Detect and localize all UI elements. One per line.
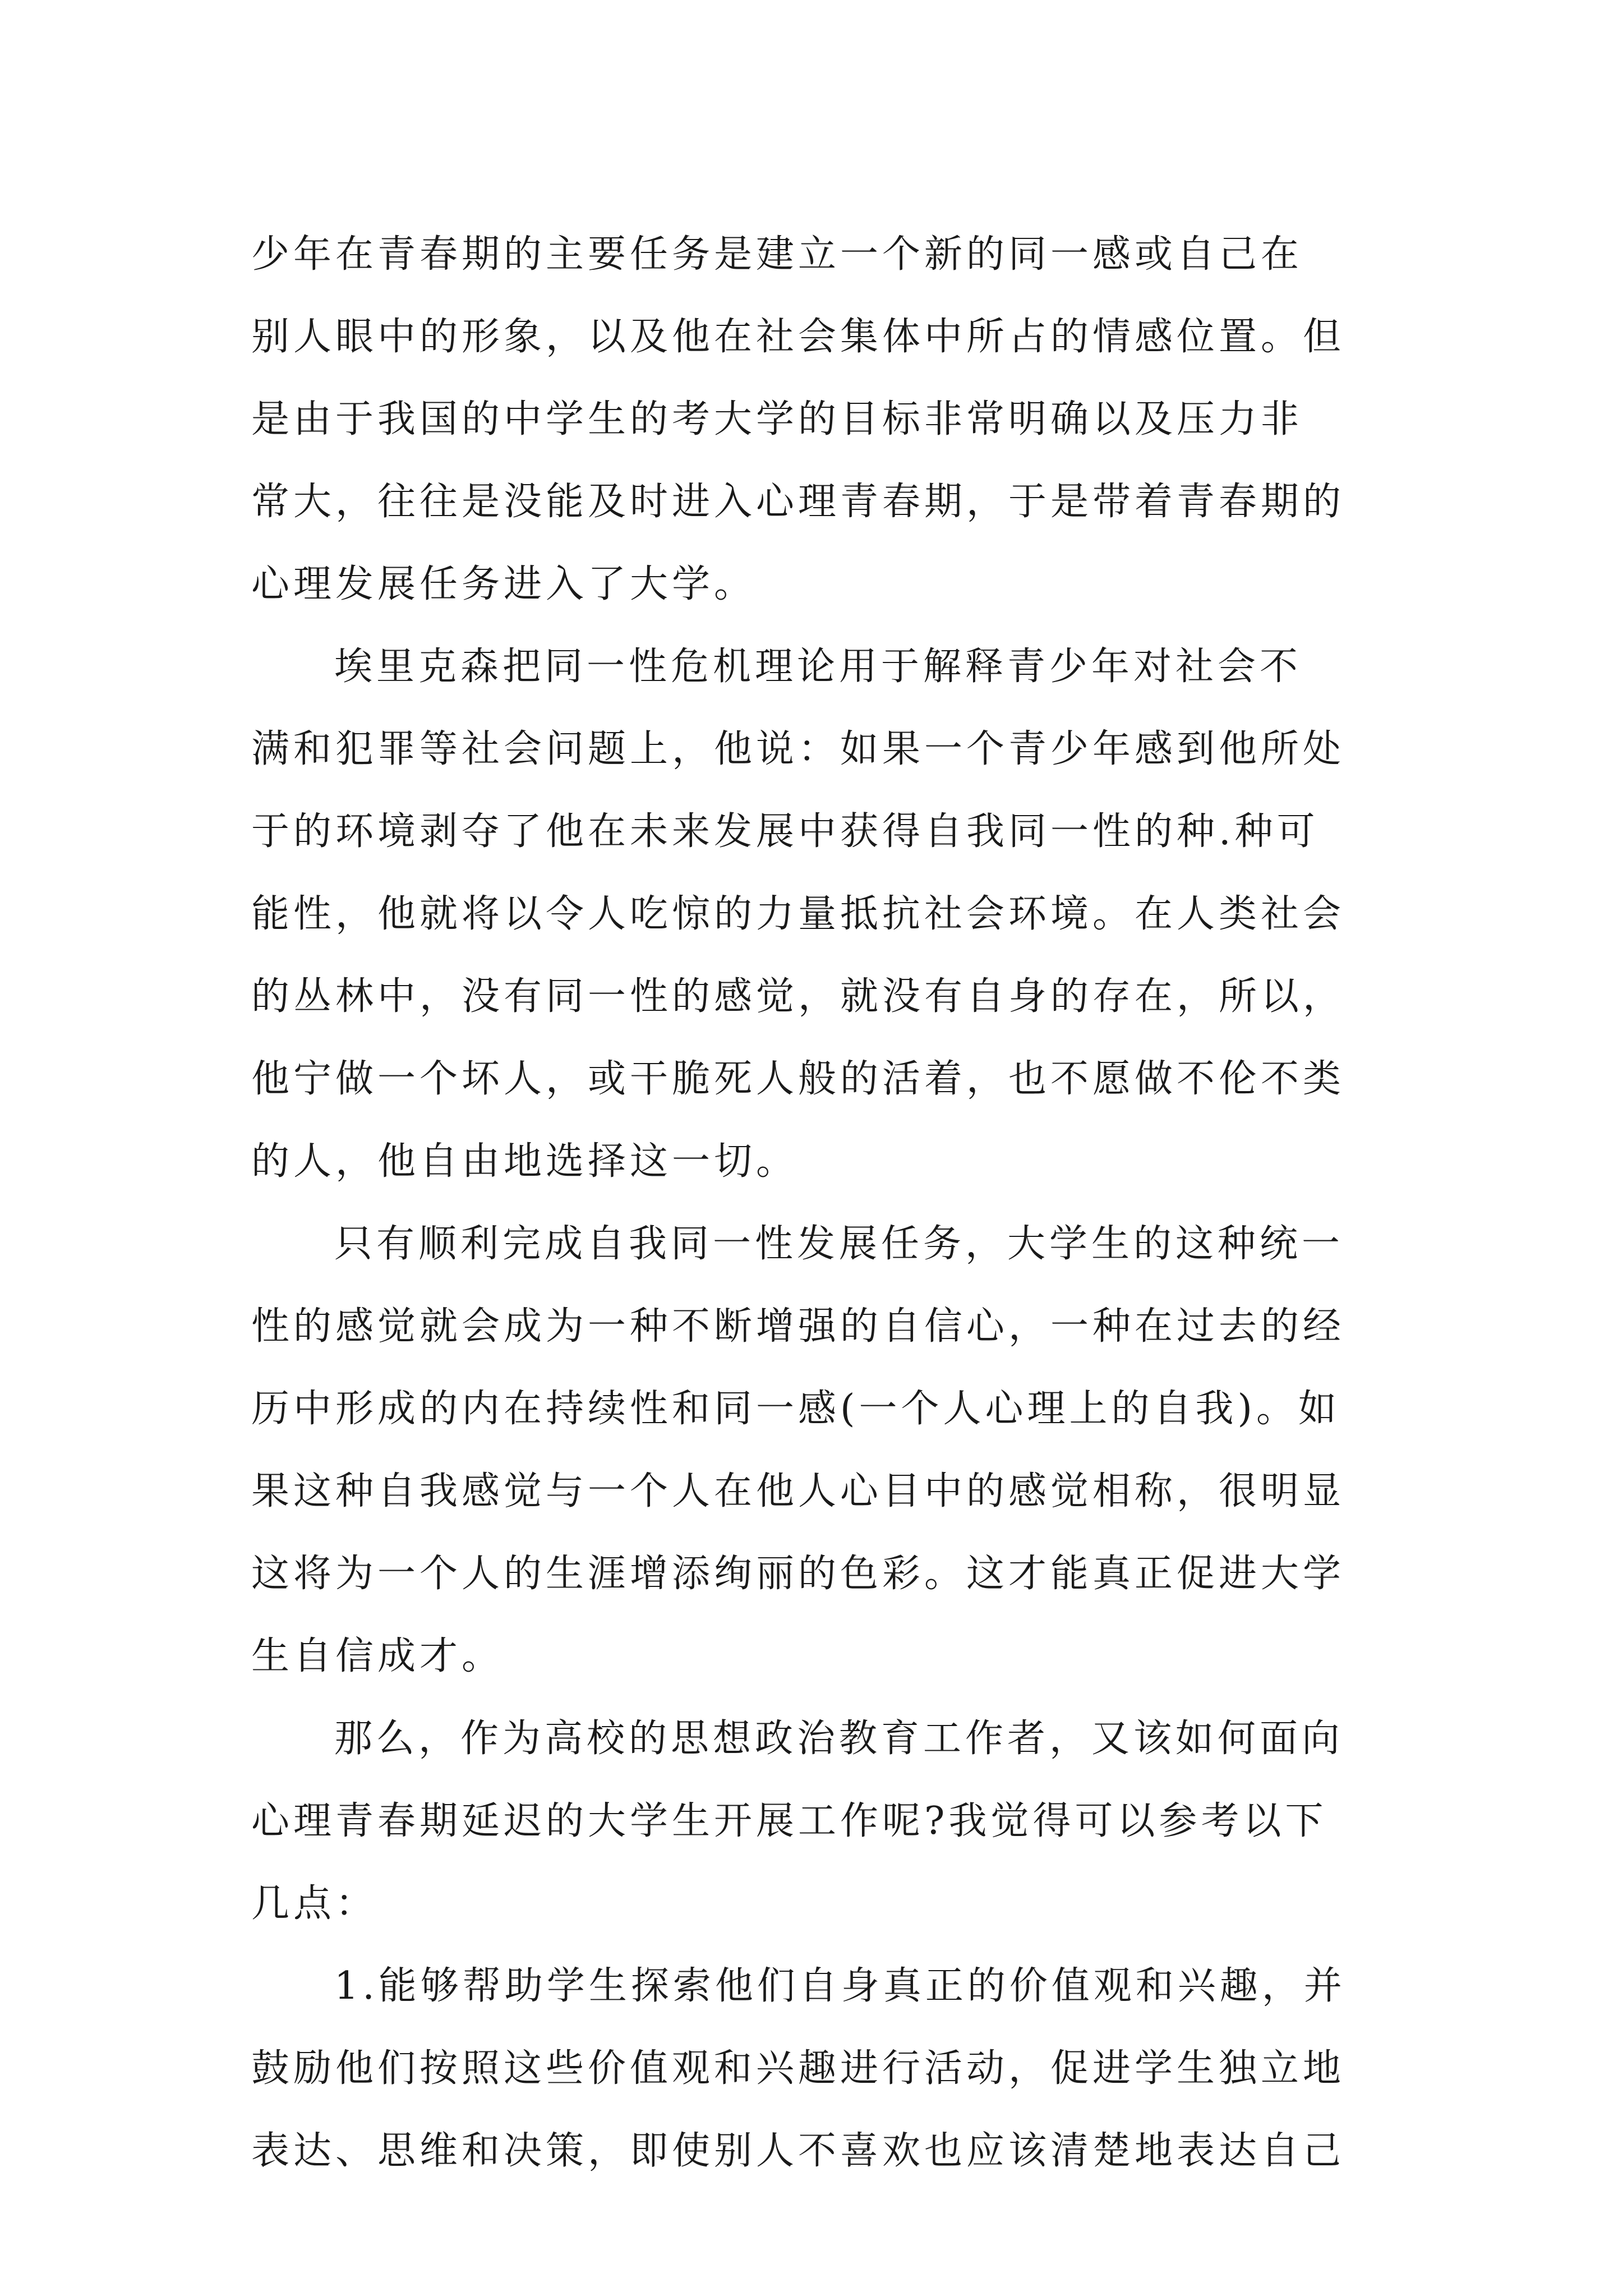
text-line: 历中形成的内在持续性和同一感(一个人心理上的自我)。如 [251,1387,1341,1431]
paragraph-2 [251,625,1382,1203]
document-body [251,213,1382,2192]
paragraph-3 [251,1203,1382,1697]
text-line: 那么，作为高校的思想政治教育工作者，又该如何面向 [334,1717,1344,1761]
paragraph-1 [251,213,1382,625]
text-line: 生自信成才。 [251,1634,504,1678]
text-line: 1.能够帮助学生探索他们自身真正的价值观和兴趣，并 [334,1964,1346,2008]
text-line: 的人，他自由地选择这一切。 [251,1139,799,1184]
paragraph-4 [251,1697,1382,1945]
text-line: 性的感觉就会成为一种不断增强的自信心，一种在过去的经 [251,1304,1345,1349]
text-line: 的丛林中，没有同一性的感觉，就没有自身的存在，所以， [251,974,1345,1019]
paragraph-5 [251,1945,1382,2192]
text-line: 这将为一个人的生涯增添绚丽的色彩。这才能真正促进大学 [251,1552,1345,1596]
text-line: 只有顺利完成自我同一性发展任务，大学生的这种统一 [334,1222,1344,1266]
text-line: 几点： [251,1881,378,1926]
text-line: 果这种自我感觉与一个人在他人心目中的感觉相称，很明显 [251,1469,1345,1513]
text-line: 他宁做一个坏人，或干脆死人般的活着，也不愿做不伦不类 [251,1057,1345,1101]
text-line: 心理青春期延迟的大学生开展工作呢?我觉得可以参考以下 [251,1799,1327,1843]
text-line: 别人眼中的形象，以及他在社会集体中所占的情感位置。但 [251,315,1345,359]
text-line: 表达、思维和决策，即使别人不喜欢也应该清楚地表达自己 [251,2129,1345,2173]
text-line: 于的环境剥夺了他在未来发展中获得自我同一性的种.种可 [251,809,1319,854]
text-line: 满和犯罪等社会问题上，他说：如果一个青少年感到他所处 [251,727,1345,771]
text-line: 少年在青春期的主要任务是建立一个新的同一感或自己在 [251,232,1303,277]
text-line: 常大，往往是没能及时进入心理青春期，于是带着青春期的 [251,480,1345,524]
text-line: 心理发展任务进入了大学。 [251,562,757,606]
text-line: 埃里克森把同一性危机理论用于解释青少年对社会不 [334,645,1302,689]
text-line: 鼓励他们按照这些价值观和兴趣进行活动，促进学生独立地 [251,2046,1345,2091]
text-line: 能性，他就将以令人吃惊的力量抵抗社会环境。在人类社会 [251,892,1345,936]
text-line: 是由于我国的中学生的考大学的目标非常明确以及压力非 [251,397,1303,441]
